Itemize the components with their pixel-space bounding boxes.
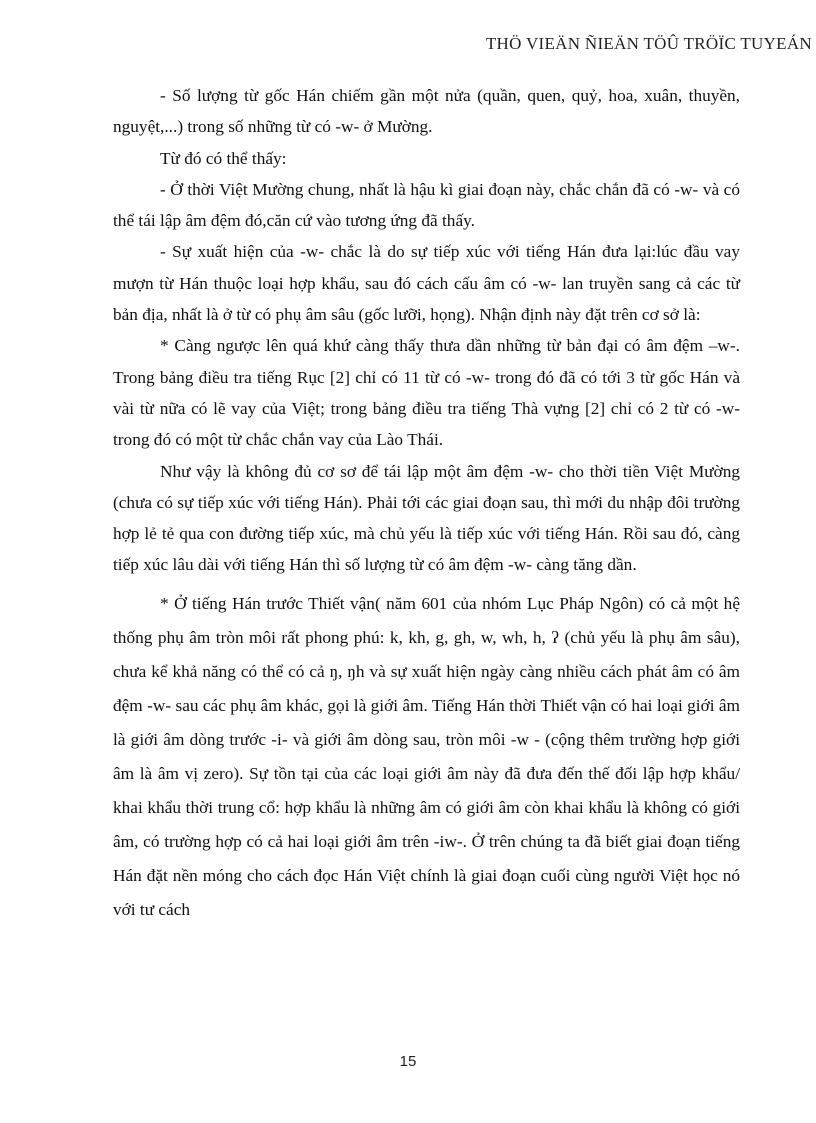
- paragraph-4: - Sự xuất hiện của -w- chắc là do sự tiếp xúc với tiếng Hán đưa lại:lúc đầu vay mượn từ Hán thuộc loại hợp khẩu, sau đó cách cấu âm có -w- lan truyền sang cả các từ bản địa, nhất là ở từ có phụ âm sâu (gốc lưỡi, họng). Nhận định này đặt trên cơ sở là:: [113, 242, 740, 325]
- page-number: 15: [399, 1053, 417, 1070]
- paragraph-3: - Ở thời Việt Mường chung, nhất là hậu kì giai đoạn này, chắc chắn đã có -w- và có thể tái lập âm đệm đó,căn cứ vào tương ứng đã thấy.: [113, 179, 740, 231]
- paragraph-2: Từ đó có thể thấy:: [160, 148, 287, 168]
- running-header: THÖ VIEÄN ÑIEÄN TÖÛ TRÖÏC TUYEÁN: [485, 34, 812, 53]
- paragraph-5: * Càng ngược lên quá khứ càng thấy thưa dần những từ bản đại có âm đệm –w-. Trong bảng điều tra tiếng Rục [2] chỉ có 11 từ có -w- trong đó đã có tới 3 từ gốc Hán và vài từ nữa có lẽ vay của Việt; trong bảng điều tra tiếng Thà vựng [2] chỉ có 2 từ có -w- trong đó có một từ chắc chắn vay của Lào Thái.: [113, 336, 740, 450]
- paragraph-1: - Số lượng từ gốc Hán chiếm gần một nửa (quần, quen, quỷ, hoa, xuân, thuyền, nguyệt,...) trong số những từ có -w- ở Mường.: [113, 86, 740, 137]
- paragraph-7: * Ở tiếng Hán trước Thiết vận( năm 601 của nhóm Lục Pháp Ngôn) có cả một hệ thống phụ âm tròn môi rất phong phú: k, kh, g, gh, w, wh, h, ʔ (chủ yếu là phụ âm sâu), chưa kể khả năng có thể có cả ŋ, ŋh và sự xuất hiện ngày càng nhiều cách phát âm có âm đệm -w- sau các phụ âm khác, gọi là giới âm. Tiếng Hán thời Thiết vận có hai loại giới âm là giới âm dòng trước -i- và giới âm dòng sau, tròn môi -w - (cộng thêm trường hợp giới âm là âm vị zero). Sự tồn tại của các loại giới âm này đã đưa đến thế đối lập hợp khẩu/ khai khẩu thời trung cổ: hợp khẩu là những âm có giới âm còn khai khẩu là không có giới âm, có trường hợp có cả hai loại giới âm trên -iw-. Ở trên chúng ta đã biết giai đoạn tiếng Hán đặt nền móng cho cách đọc Hán Việt chính là giai đoạn cuối cùng người Việt học nó với tư cách: [113, 593, 740, 919]
- body-text: [113, 80, 740, 927]
- paragraph-6: Như vậy là không đủ cơ sơ để tái lập một âm đệm -w- cho thời tiền Việt Mường (chưa có sự tiếp xúc với tiếng Hán). Phải tới các giai đoạn sau, thì mới du nhập đôi trường hợp lẻ tẻ qua con đường tiếp xúc, mà chủ yếu là tiếp xúc với tiếng Hán. Rồi sau đó, càng tiếp xúc lâu dài với tiếng Hán thì số lượng từ có âm đệm -w- càng tăng dần.: [113, 461, 740, 575]
